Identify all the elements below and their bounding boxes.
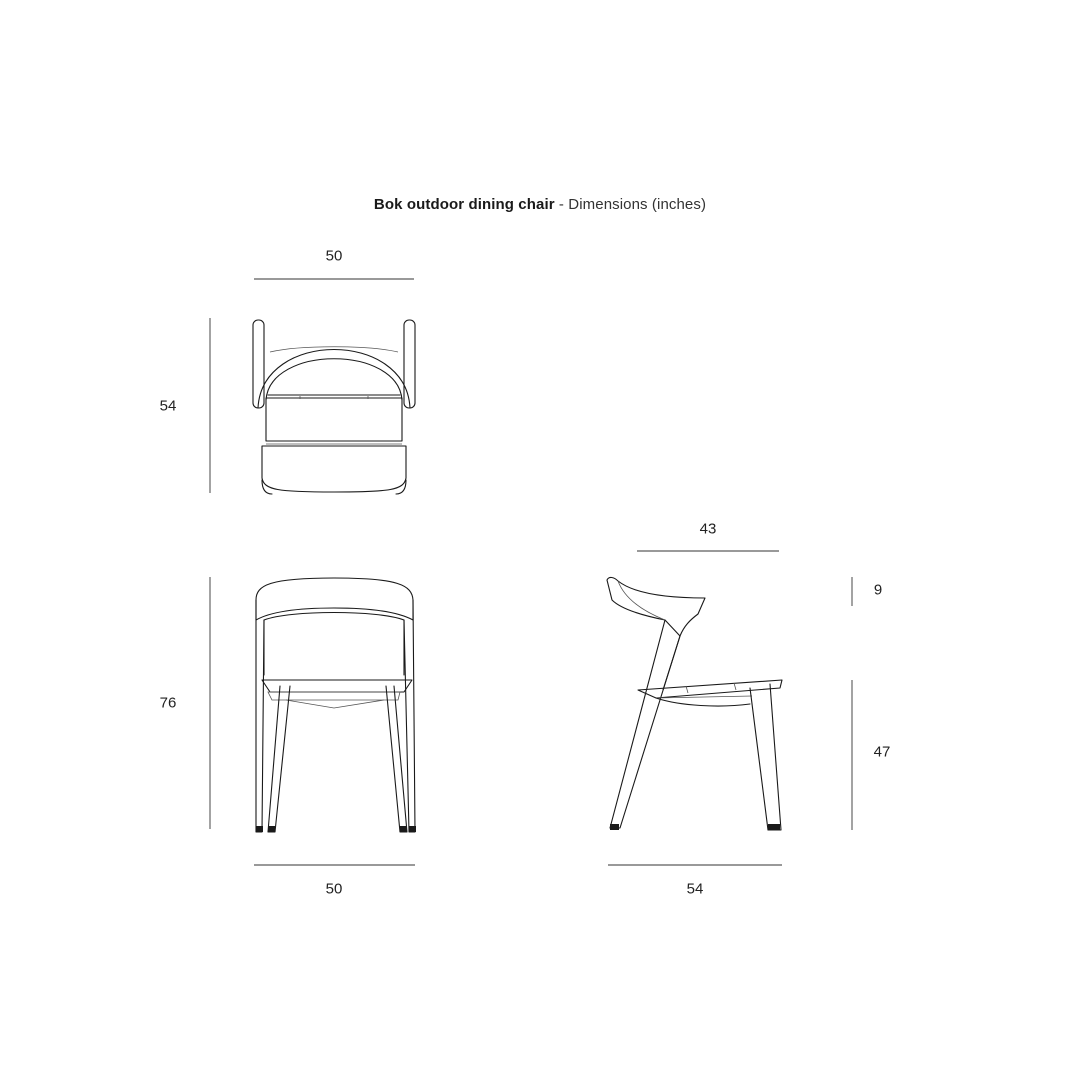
title-product-name: Bok outdoor dining chair [373,196,555,213]
side-view-seat-height-label: 47 [873,743,891,761]
top-view-depth-label: 54 [159,397,177,415]
title-suffix: - Dimensions (inches) [554,196,707,213]
front-view-height-label: 76 [159,694,177,712]
chair-side-view [607,577,782,830]
top-view-width-label: 50 [325,247,343,265]
side-view-armrest-depth-label: 43 [699,520,717,538]
front-view-width-label: 50 [325,880,343,898]
side-view-depth-label: 54 [686,880,704,898]
chair-front-view [256,578,416,832]
dimension-lines [210,279,852,865]
side-view-armrest-height-label: 9 [873,581,883,599]
chair-top-view [253,320,415,494]
